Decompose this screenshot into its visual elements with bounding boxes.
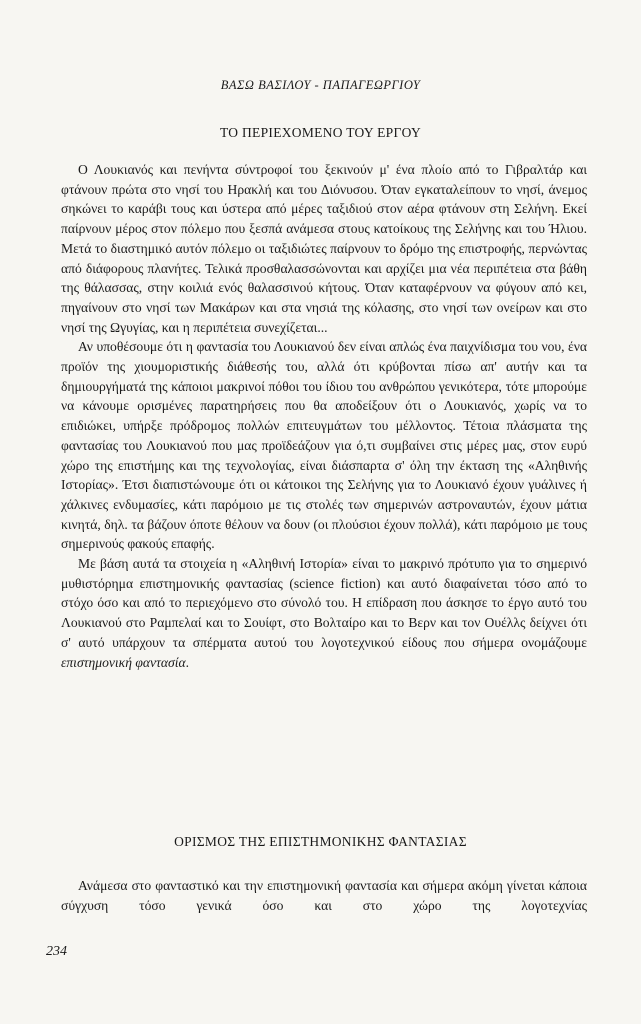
paragraph-3-end: .: [185, 654, 190, 670]
paragraph-3-italic: επιστημονική φαντασία: [61, 654, 186, 670]
paragraph-2: Αν υποθέσουμε ότι η φαντασία του Λουκιανού δεν είναι απλώς ένα παιχνίδισμα του νου, ένα προϊόν της χιουμοριστικής διάθεσής του, αλλά ότι κρύβονται πίσω απ' αυτήν και τα δημιουργήματά της κάποιοι μακρινοί πόθοι του ίδιου του ανθρώπου γενικότερα, τότε μπορούμε να κάνουμε ορισμένες παρατηρήσεις που θα αποδείξουν ότι ο Λουκιανός, χωρίς να το επιδιώκει, υπήρξε πρόδρομος πολλών επιτευγμάτων του μέλλοντος. Τέτοια πλάσματα της φαντασίας του Λουκιανού που μας προϊδεάζουν για ό,τι συμβαίνει στις μέρες μας, στον ευρύ χώρο της επιστήμης και της τεχνολογίας, είναι διάσπαρτα σ' όλη την έκταση της «Αληθινής Ιστορίας». Έτσι διαπιστώνουμε ότι οι κάτοικοι της Σελήνης για το Λουκιανό έχουν γυάλινες ή χάλκινες ενδυμασίες, κάτι παρόμοιο με τις στολές των σημερινών αστροναυτών, έχουν μάτια κινητά, δηλ. τα βάζουν όποτε θέλουν να δουν (οι πλούσιοι έχουν πολλά), κάτι παρόμοιο με τους σημερινούς φακούς επαφής.: [61, 339, 587, 552]
section-2-body: [61, 876, 587, 915]
page-number: 234: [46, 944, 67, 959]
section-subtitle: ΟΡΙΣΜΟΣ ΤΗΣ ΕΠΙΣΤΗΜΟΝΙΚΗΣ ΦΑΝΤΑΣΙΑΣ: [174, 834, 467, 849]
paragraph-1: Ο Λουκιανός και πενήντα σύντροφοί του ξεκινούν μ' ένα πλοίο από το Γιβραλτάρ και φτάνουν πρώτα στο νησί του Ηρακλή και του Διόνυσου. Όταν εγκαταλείπουν το νησί, άνεμος σηκώνει το καράβι τους και ύστερα από μέρες ταξιδιού στον αέρα φτάνουν στη Σελήνη. Εκεί παίρνουν μέρος στον πόλεμο που ξεσπά ανάμεσα στους κατοίκους της Σελήνης και του Ήλιου. Μετά το διαστημικό αυτόν πόλεμο οι ταξιδιώτες παίρνουν το δρόμο της επιστροφής, περνώντας από διάφορους πλανήτες. Τελικά προσθαλασσώνονται και αρχίζει μια νέα περιπέτεια στα βάθη της θάλασσας, στην κοιλιά ενός θαλασσινού κήτους. Όταν καταφέρνουν να φύγουν από κει, πηγαίνουν στο νησί των Μακάρων και στα νησιά της κόλασης, στο νησί των ονείρων και στο νησί της Ωγυγίας, και η περιπέτεια συνεχίζεται...: [61, 162, 587, 335]
paragraph-4: Ανάμεσα στο φανταστικό και την επιστημονική φαντασία και σήμερα ακόμη γίνεται κάποια σύγχυση τόσο γενικά όσο και στο χώρο της λογοτεχνίας: [61, 878, 587, 913]
section-body: [61, 160, 587, 672]
section-title: ΤΟ ΠΕΡΙΕΧΟΜΕΝΟ ΤΟΥ ΕΡΓΟΥ: [219, 125, 422, 140]
running-header: ΒΑΣΩ ΒΑΣΙΛΟΥ - ΠΑΠΑΓΕΩΡΓΙΟΥ: [220, 78, 421, 92]
paragraph-3: [61, 554, 587, 672]
paragraph-3-text: Με βάση αυτά τα στοιχεία η «Αληθινή Ιστορία» είναι το μακρινό πρότυπο για το σημερινό μυθιστόρημα επιστημονικής φαντασίας (science fiction) και αυτό διαφαίνεται τόσο από το στόχο όσο και από το περιεχόμενο στο σύνολό του. Η επίδραση που άσκησε το έργο αυτό του Λουκιανού στο Ραμπελαί και το Σουίφτ, στο Βολταίρο και το Βερν και τον Ουέλλς δείχνει ότι σ' αυτό υπάρχουν τα σπέρματα αυτού του λογοτεχνικού είδους που σήμερα ονομάζουμε: [61, 556, 587, 650]
